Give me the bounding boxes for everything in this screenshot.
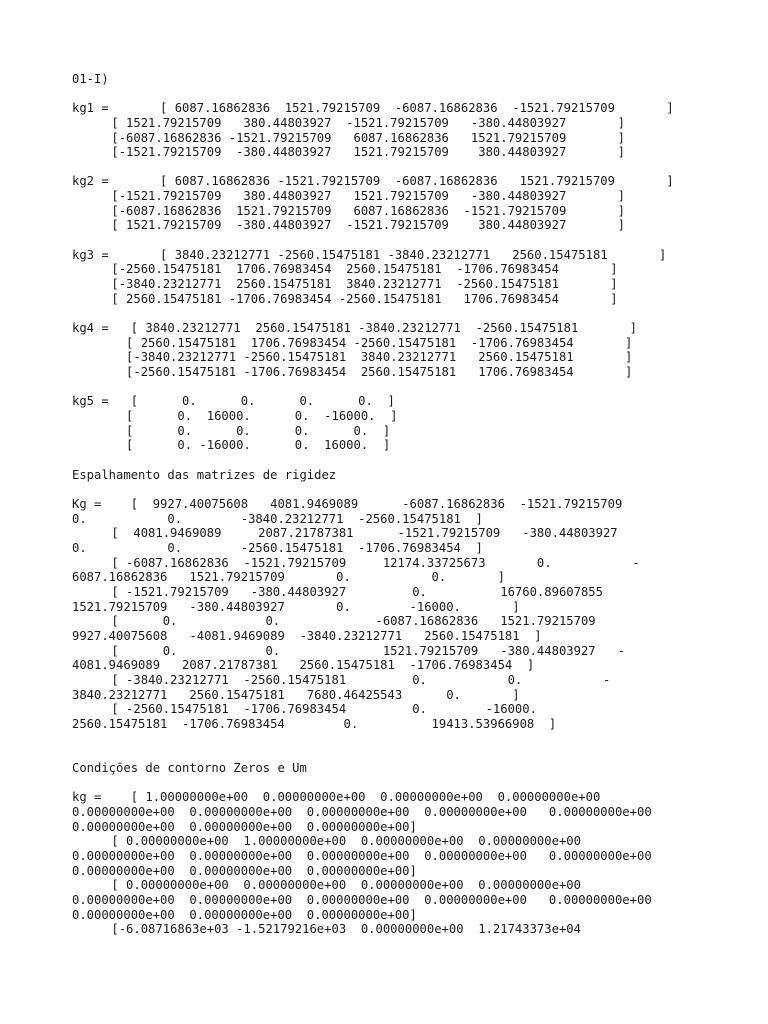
kg2-row-3: [-6087.16862836 1521.79215709 6087.16862836 -1521.79215709 ] — [60, 204, 625, 218]
kg1-row-1: kg1 = [ 6087.16862836 1521.79215709 -6087.16862836 -1521.79215709 ] — [72, 101, 674, 115]
bc-kg-line-4: [ 0.00000000e+00 1.00000000e+00 0.00000000e+00 0.00000000e+00 — [60, 834, 581, 848]
bc-kg-line-3: 0.00000000e+00 0.00000000e+00 0.00000000e+00] — [72, 820, 417, 834]
global-kg-line-13: [ -3840.23212771 -2560.15475181 0. 0. - — [60, 673, 611, 687]
global-kg-line-5: [ -6087.16862836 -1521.79215709 12174.33725673 0. - — [60, 556, 640, 570]
kg5-row-3: [ 0. 0. 0. 0. ] — [60, 424, 391, 438]
assembly-heading: Espalhamento das matrizes de rigidez — [72, 468, 337, 482]
global-kg-line-12: 4081.9469089 2087.21787381 2560.15475181 -1706.76983454 ] — [72, 658, 535, 672]
bc-kg-line-8: 0.00000000e+00 0.00000000e+00 0.00000000e+00 0.00000000e+00 0.00000000e+00 — [72, 893, 652, 907]
global-kg-line-4: 0. 0. -2560.15475181 -1706.76983454 ] — [72, 541, 483, 555]
kg3-row-3: [-3840.23212771 2560.15475181 3840.23212771 -2560.15475181 ] — [60, 277, 618, 291]
kg4-row-3: [-3840.23212771 -2560.15475181 3840.23212771 2560.15475181 ] — [60, 350, 633, 364]
kg2-row-1: kg2 = [ 6087.16862836 -1521.79215709 -6087.16862836 1521.79215709 ] — [72, 174, 674, 188]
global-kg-line-16: 2560.15475181 -1706.76983454 0. 19413.53966908 ] — [72, 717, 557, 731]
kg5-row-1: kg5 = [ 0. 0. 0. 0. ] — [72, 394, 395, 408]
kg4-row-1: kg4 = [ 3840.23212771 2560.15475181 -3840.23212771 -2560.15475181 ] — [72, 321, 637, 335]
kg5-row-4: [ 0. -16000. 0. 16000. ] — [60, 438, 391, 452]
kg2-row-2: [-1521.79215709 380.44803927 1521.79215709 -380.44803927 ] — [60, 189, 625, 203]
global-kg-line-1: Kg = [ 9927.40075608 4081.9469089 -6087.16862836 -1521.79215709 — [72, 497, 623, 511]
section-heading: 01-I) — [72, 72, 109, 86]
bc-kg-line-6: 0.00000000e+00 0.00000000e+00 0.00000000e+00] — [72, 864, 417, 878]
global-kg-line-15: [ -2560.15475181 -1706.76983454 0. -16000. — [60, 702, 537, 716]
kg5-row-2: [ 0. 16000. 0. -16000. ] — [60, 409, 398, 423]
global-kg-line-3: [ 4081.9469089 2087.21787381 -1521.79215709 -380.44803927 — [60, 526, 618, 540]
boundary-heading: Condições de contorno Zeros e Um — [72, 761, 307, 775]
global-kg-line-11: [ 0. 0. 1521.79215709 -380.44803927 - — [60, 644, 625, 658]
bc-kg-line-5: 0.00000000e+00 0.00000000e+00 0.00000000e+00 0.00000000e+00 0.00000000e+00 — [72, 849, 652, 863]
kg3-row-1: kg3 = [ 3840.23212771 -2560.15475181 -3840.23212771 2560.15475181 ] — [72, 248, 667, 262]
kg1-row-2: [ 1521.79215709 380.44803927 -1521.79215709 -380.44803927 ] — [60, 116, 625, 130]
bc-kg-line-2: 0.00000000e+00 0.00000000e+00 0.00000000e+00 0.00000000e+00 0.00000000e+00 — [72, 805, 652, 819]
global-kg-line-7: [ -1521.79215709 -380.44803927 0. 16760.89607855 — [60, 585, 603, 599]
kg1-row-4: [-1521.79215709 -380.44803927 1521.79215709 380.44803927 ] — [60, 145, 625, 159]
global-kg-line-2: 0. 0. -3840.23212771 -2560.15475181 ] — [72, 512, 483, 526]
global-kg-line-14: 3840.23212771 2560.15475181 7680.46425543 0. ] — [72, 688, 520, 702]
global-kg-line-10: 9927.40075608 -4081.9469089 -3840.23212771 2560.15475181 ] — [72, 629, 542, 643]
kg4-row-2: [ 2560.15475181 1706.76983454 -2560.15475181 -1706.76983454 ] — [60, 336, 633, 350]
kg4-row-4: [-2560.15475181 -1706.76983454 2560.15475181 1706.76983454 ] — [60, 365, 633, 379]
global-kg-line-9: [ 0. 0. -6087.16862836 1521.79215709 — [60, 614, 596, 628]
kg3-row-4: [ 2560.15475181 -1706.76983454 -2560.15475181 1706.76983454 ] — [60, 292, 618, 306]
kg1-row-3: [-6087.16862836 -1521.79215709 6087.16862836 1521.79215709 ] — [60, 131, 625, 145]
kg2-row-4: [ 1521.79215709 -380.44803927 -1521.79215709 380.44803927 ] — [60, 218, 625, 232]
global-kg-line-8: 1521.79215709 -380.44803927 0. -16000. ] — [72, 600, 520, 614]
bc-kg-line-9: 0.00000000e+00 0.00000000e+00 0.00000000e+00] — [72, 908, 417, 922]
kg3-row-2: [-2560.15475181 1706.76983454 2560.15475181 -1706.76983454 ] — [60, 262, 618, 276]
bc-kg-line-10: [-6.08716863e+03 -1.52179216e+03 0.00000000e+00 1.21743373e+04 — [60, 922, 581, 936]
bc-kg-line-7: [ 0.00000000e+00 0.00000000e+00 0.00000000e+00 0.00000000e+00 — [60, 878, 581, 892]
global-kg-line-6: 6087.16862836 1521.79215709 0. 0. ] — [72, 570, 505, 584]
bc-kg-line-1: kg = [ 1.00000000e+00 0.00000000e+00 0.00000000e+00 0.00000000e+00 — [72, 790, 601, 804]
